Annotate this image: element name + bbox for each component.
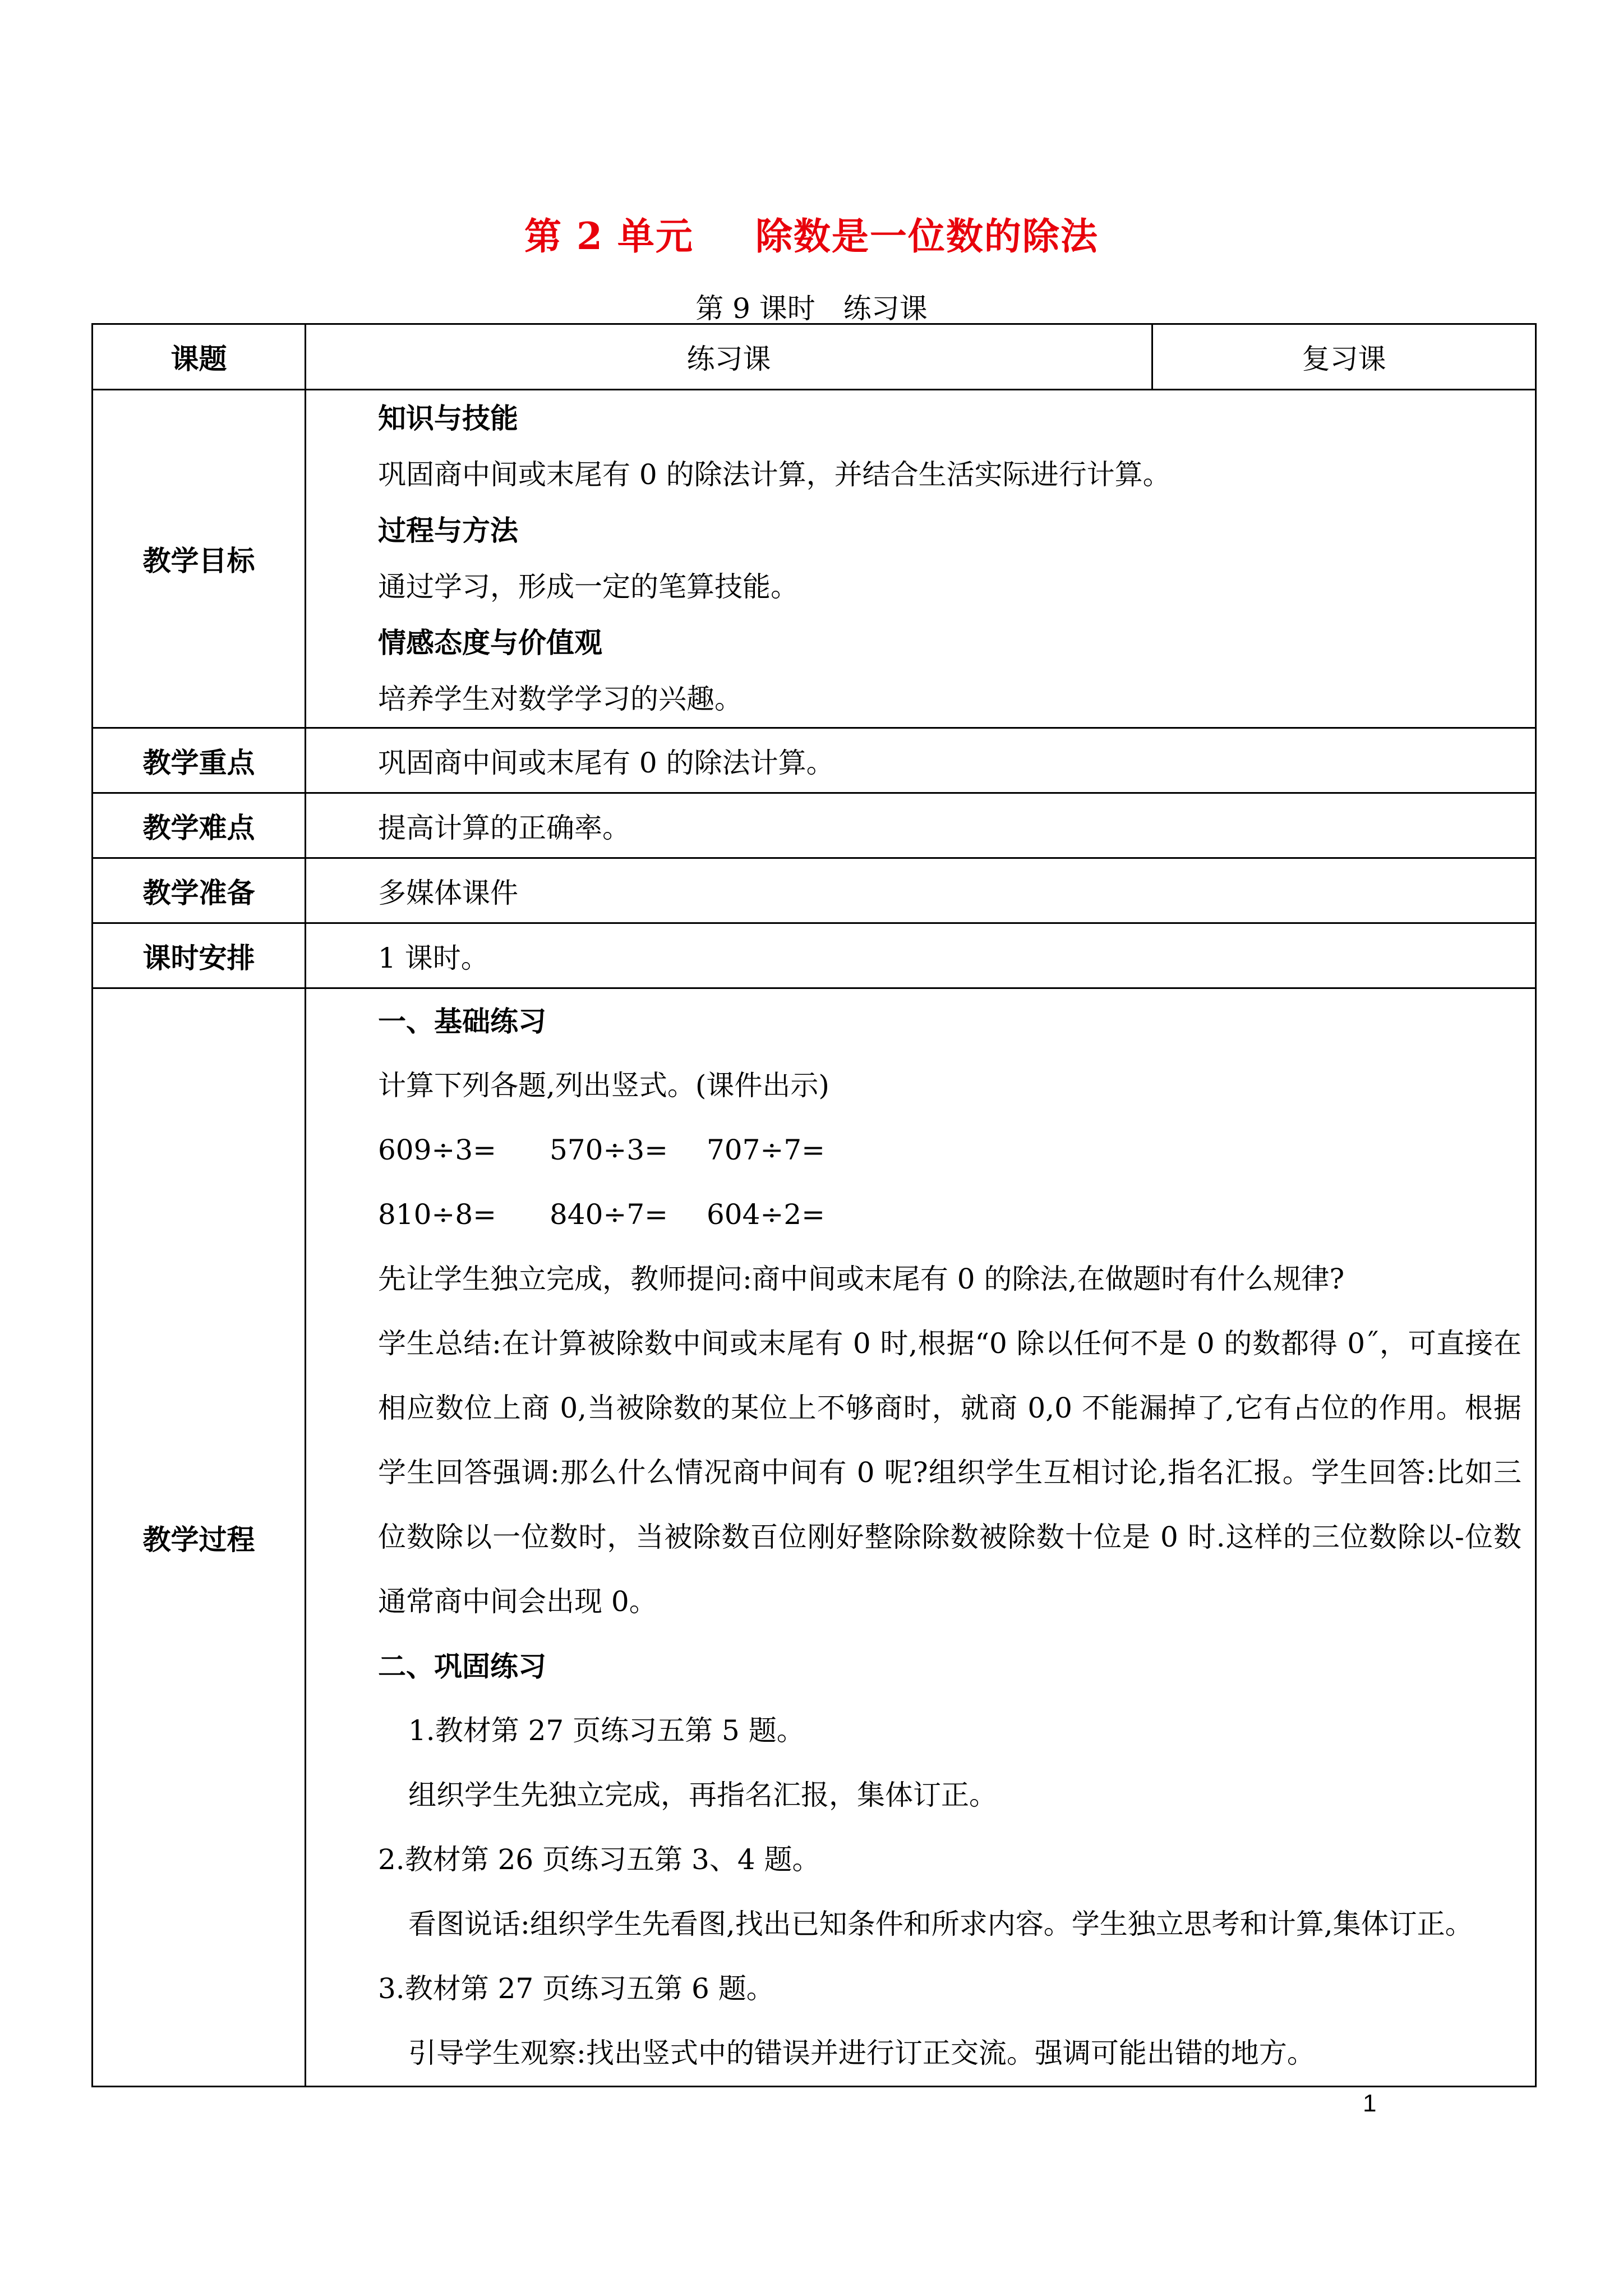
key-cell xyxy=(306,728,1536,793)
exercise-note: 看图说话:组织学生先看图,找出已知条件和所求内容。学生独立思考和计算,集体订正。 xyxy=(408,1908,1473,1940)
difficulty-row xyxy=(93,793,1536,858)
process-row xyxy=(93,988,1536,2087)
teacher-question: 先让学生独立完成，教师提问:商中间或末尾有 0 的除法,在做题时有什么规律? xyxy=(378,1263,1345,1295)
key-value: 巩固商中间或末尾有 0 的除法计算。 xyxy=(378,746,834,779)
schedule-label: 课时安排 xyxy=(93,923,306,988)
lesson-number: 第 9 课时 xyxy=(695,292,815,325)
lesson-subtitle xyxy=(0,286,1623,326)
calc-item: 707÷7= xyxy=(707,1134,826,1166)
student-summary: 学生总结:在计算被除数中间或末尾有 0 时,根据“0 除以任何不是 0 的数都得 0˝，可直接在相应数位上商 0,当被除数的某位上不够商时，就商 0,0 不能漏掉了,它有占位的作用。根据学生回答强调:那么什么情况商中间有 0 呢?组织学生互相讨论,指名汇报。学生回答:比如三位数除以一位数时，当被除数百位刚好整除除数被除数十位是 0 时.这样的三位数除以-位数通常商中间会出现 0。 xyxy=(378,1327,1521,1618)
goals-cell xyxy=(306,390,1536,728)
process-cell xyxy=(306,988,1536,2087)
page-number: 1 xyxy=(1363,2090,1377,2117)
prep-cell xyxy=(306,858,1536,923)
exercise-note: 组织学生先独立完成，再指名汇报，集体订正。 xyxy=(408,1779,997,1811)
schedule-row xyxy=(93,923,1536,988)
calc-row xyxy=(378,1182,1521,1247)
exercise-note: 引导学生观察:找出竖式中的错误并进行订正交流。强调可能出错的地方。 xyxy=(408,2037,1315,2069)
difficulty-cell xyxy=(306,793,1536,858)
topic-row xyxy=(93,324,1536,390)
goal-heading: 情感态度与价值观 xyxy=(378,626,602,659)
exercise-title: 1.教材第 27 页练习五第 5 题。 xyxy=(408,1714,805,1747)
difficulty-label: 教学难点 xyxy=(93,793,306,858)
exercise-title: 2.教材第 26 页练习五第 3、4 题。 xyxy=(378,1843,820,1876)
key-row xyxy=(93,728,1536,793)
prep-value: 多媒体课件 xyxy=(378,876,518,909)
goal-heading: 知识与技能 xyxy=(378,402,518,435)
unit-name: 除数是一位数的除法 xyxy=(755,214,1099,258)
schedule-cell xyxy=(306,923,1536,988)
goals-label: 教学目标 xyxy=(93,390,306,728)
topic-label: 课题 xyxy=(93,324,306,390)
goals-row xyxy=(93,390,1536,728)
topic-type: 复习课 xyxy=(1152,324,1536,390)
difficulty-value: 提高计算的正确率。 xyxy=(378,811,630,844)
calc-row xyxy=(378,1118,1521,1182)
prep-row xyxy=(93,858,1536,923)
calc-item: 840÷7= xyxy=(550,1198,668,1231)
goal-text: 培养学生对数学学习的兴趣。 xyxy=(378,683,743,715)
calc-item: 810÷8= xyxy=(378,1198,497,1231)
section-title: 一、基础练习 xyxy=(378,1005,546,1038)
topic-value: 练习课 xyxy=(306,324,1152,390)
calc-item: 609÷3= xyxy=(378,1134,497,1166)
goal-text: 巩固商中间或末尾有 0 的除法计算，并结合生活实际进行计算。 xyxy=(378,458,1171,491)
calc-item: 604÷2= xyxy=(707,1198,826,1231)
unit-title xyxy=(0,206,1623,260)
goal-text: 通过学习，形成一定的笔算技能。 xyxy=(378,570,799,603)
prep-label: 教学准备 xyxy=(93,858,306,923)
process-label: 教学过程 xyxy=(93,988,306,2087)
lesson-name: 练习课 xyxy=(843,292,928,325)
unit-number: 第 2 单元 xyxy=(524,214,694,258)
section-title: 二、巩固练习 xyxy=(378,1650,546,1683)
schedule-value: 1 课时。 xyxy=(378,941,489,974)
section-intro: 计算下列各题,列出竖式。(课件出示) xyxy=(378,1069,829,1102)
key-label: 教学重点 xyxy=(93,728,306,793)
lesson-plan-table xyxy=(91,323,1537,2087)
exercise-title: 3.教材第 27 页练习五第 6 题。 xyxy=(378,1972,774,2005)
calc-item: 570÷3= xyxy=(550,1134,668,1166)
goal-heading: 过程与方法 xyxy=(378,514,518,547)
